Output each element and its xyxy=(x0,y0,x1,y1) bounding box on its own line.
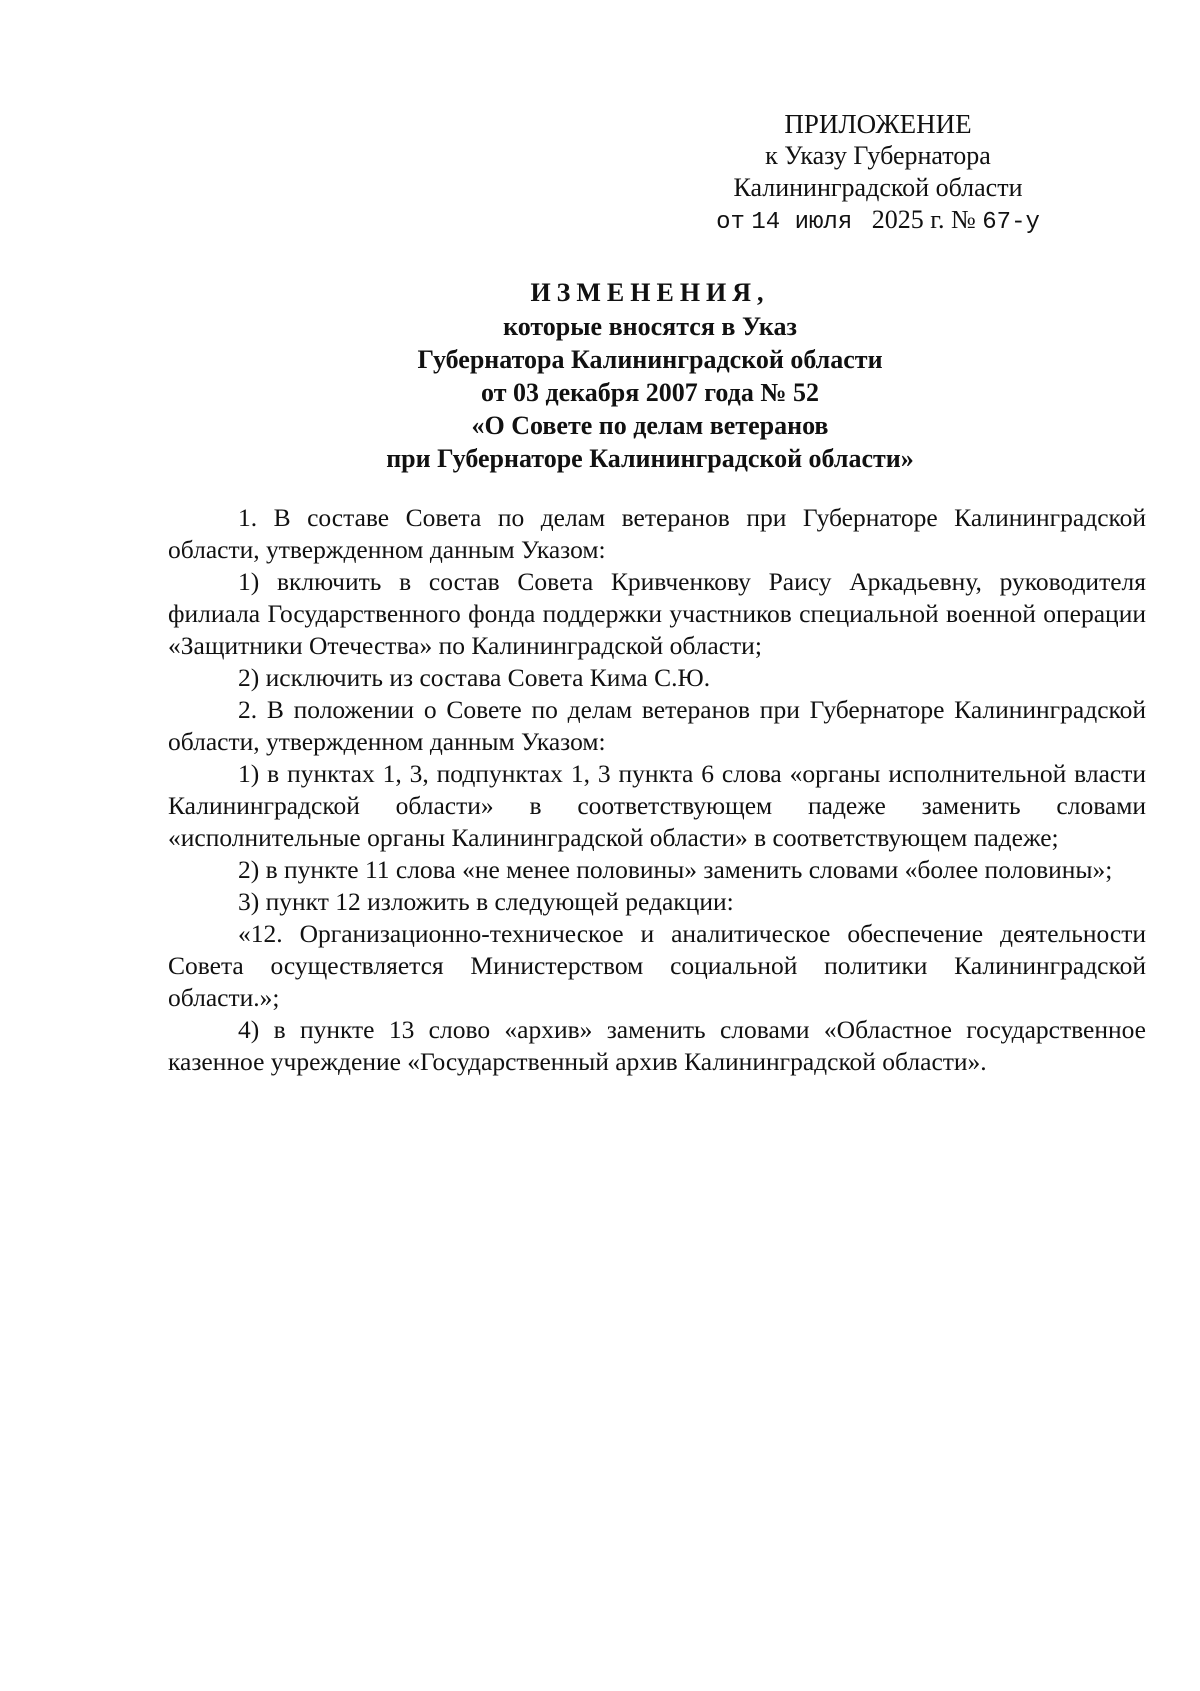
title-line-1: которые вносятся в Указ xyxy=(503,312,797,341)
appendix-line-2: Калининградской области xyxy=(733,173,1023,202)
appendix-heading: ПРИЛОЖЕНИЕ xyxy=(784,109,972,139)
title-line-4: «О Совете по делам ветеранов xyxy=(471,411,829,440)
paragraph-quoted-12: «12. Организационно-техническое и аналитическое обеспечение деятельности Совета осуществляется Министерством социальной политики Калининградской области.»; xyxy=(168,919,1146,1012)
date-value: 14 июля xyxy=(751,209,853,236)
document-body xyxy=(168,502,1146,1078)
title-spaced-heading: ИЗМЕНЕНИЯ, xyxy=(530,278,770,307)
paragraph-1-2: 2) исключить из состава Совета Кима С.Ю. xyxy=(238,663,711,692)
title-line-3: от 03 декабря 2007 года № 52 xyxy=(481,378,819,407)
date-prefix: от xyxy=(716,209,745,236)
decree-number: 67-у xyxy=(982,209,1040,236)
date-year: 2025 г. № xyxy=(871,205,976,234)
paragraph-1-1: 1) включить в состав Совета Кривченкову Раису Аркадьевну, руководителя филиала Государственного фонда поддержки участников специальной военной операции «Защитники Отечества» по Калининградской области; xyxy=(168,567,1146,660)
paragraph-2-3: 3) пункт 12 изложить в следующей редакции: xyxy=(238,887,734,916)
title-line-5: при Губернаторе Калининградской области» xyxy=(386,444,914,473)
appendix-date-line xyxy=(668,204,1088,239)
paragraph-2-2: 2) в пункте 11 слова «не менее половины» заменить словами «более половины»; xyxy=(238,855,1113,884)
document-title xyxy=(160,276,1140,475)
appendix-block xyxy=(668,108,1088,239)
paragraph-2-1: 1) в пунктах 1, 3, подпунктах 1, 3 пункта 6 слова «органы исполнительной власти Калининградской области» в соответствующем падеже заменить словами «исполнительные органы Калининградской области» в соответствующем падеже; xyxy=(168,759,1146,852)
paragraph-1: 1. В составе Совета по делам ветеранов при Губернаторе Калининградской области, утвержденном данным Указом: xyxy=(168,503,1146,564)
appendix-line-1: к Указу Губернатора xyxy=(765,141,991,170)
paragraph-2: 2. В положении о Совете по делам ветеранов при Губернаторе Калининградской области, утвержденном данным Указом: xyxy=(168,695,1146,756)
title-line-2: Губернатора Калининградской области xyxy=(417,345,883,374)
paragraph-2-4: 4) в пункте 13 слово «архив» заменить словами «Областное государственное казенное учреждение «Государственный архив Калининградской области». xyxy=(168,1015,1146,1076)
